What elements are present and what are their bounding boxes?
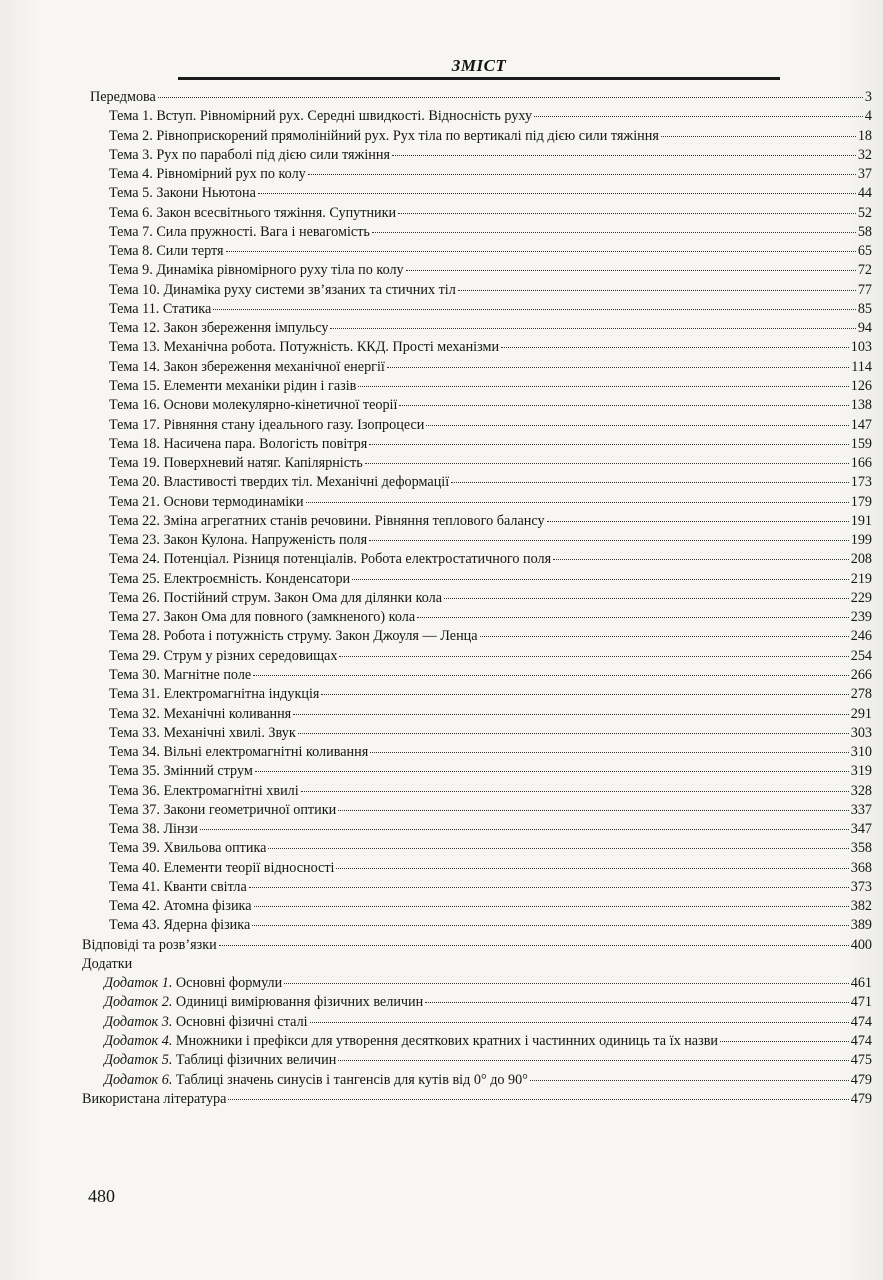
toc-entry-number: Тема 36.	[109, 782, 160, 799]
toc-entry-page: 44	[857, 185, 872, 202]
toc-entry	[82, 512, 872, 531]
toc-dot-leader	[358, 386, 848, 387]
toc-entry-page: 246	[850, 628, 872, 645]
toc-entry-title: Поверхневий натяг. Капілярність	[163, 455, 363, 472]
toc-entry-title: Використана література	[82, 1090, 227, 1107]
toc-entry	[82, 570, 872, 589]
page-title: ЗМІСТ	[451, 56, 507, 75]
toc-entry-page: 368	[850, 859, 872, 876]
toc-entry-number: Тема 43.	[109, 917, 160, 934]
toc-entry-title: Відповіді та розв’язки	[82, 936, 217, 953]
toc-entry	[82, 647, 872, 666]
toc-entry-title: Закон збереження імпульсу	[163, 320, 329, 337]
toc-entry-number: Тема 5.	[109, 185, 153, 202]
toc-entry-number: Тема 16.	[109, 397, 160, 414]
toc-entry-number: Тема 31.	[109, 686, 160, 703]
toc-entry	[82, 1071, 872, 1090]
toc-entry	[82, 955, 872, 974]
toc-entry-number: Тема 21.	[109, 493, 160, 510]
toc-entry-number: Тема 30.	[109, 666, 160, 683]
toc-dot-leader	[310, 1022, 849, 1023]
toc-dot-leader	[534, 116, 863, 117]
toc-entry-page: 191	[850, 512, 872, 529]
toc-entry-title: Механічна робота. Потужність. ККД. Прості механізми	[163, 339, 500, 356]
toc-entry	[82, 820, 872, 839]
toc-entry-page: 479	[850, 1090, 872, 1107]
toc-entry-page: 4	[864, 108, 872, 125]
toc-entry	[82, 338, 872, 357]
toc-entry-page: 382	[850, 898, 872, 915]
toc-entry-title: Властивості твердих тіл. Механічні деформації	[163, 474, 450, 491]
toc-entry	[82, 705, 872, 724]
toc-dot-leader	[306, 502, 849, 503]
toc-entry-number: Тема 11.	[109, 300, 160, 317]
toc-entry-page: 461	[850, 975, 872, 992]
toc-entry-title: Динаміка руху системи зв’язаних та стичних тіл	[163, 281, 456, 298]
toc-entry	[82, 782, 872, 801]
toc-entry	[82, 550, 872, 569]
toc-entry-page: 65	[857, 243, 872, 260]
toc-entry	[82, 184, 872, 203]
toc-entry	[82, 493, 872, 512]
toc-entry-title: Рівномірний рух по колу	[156, 166, 306, 183]
toc-entry-page: 474	[850, 1033, 872, 1050]
toc-entry-title: Динаміка рівномірного руху тіла по колу	[156, 262, 404, 279]
toc-entry-title: Струм у різних середовищах	[163, 647, 338, 664]
toc-entry-number: Тема 1.	[109, 108, 153, 125]
toc-entry-page: 278	[850, 686, 872, 703]
toc-entry-number: Додаток 5.	[104, 1052, 173, 1069]
toc-entry-page: 229	[850, 589, 872, 606]
toc-entry-title: Механічні хвилі. Звук	[163, 724, 296, 741]
toc-entry-page: 310	[850, 744, 872, 761]
toc-entry	[82, 473, 872, 492]
toc-entry-number: Тема 42.	[109, 898, 160, 915]
toc-entry-title: Електромагнітні хвилі	[163, 782, 299, 799]
toc-entry-title: Магнітне поле	[163, 666, 252, 683]
toc-entry-page: 138	[850, 397, 872, 414]
toc-entry-title: Потенціал. Різниця потенціалів. Робота електростатичного поля	[163, 551, 552, 568]
toc-dot-leader	[213, 309, 856, 310]
toc-entry-number: Тема 18.	[109, 435, 160, 452]
toc-entry-number: Додаток 4.	[104, 1033, 173, 1050]
toc-entry-page: 347	[850, 821, 872, 838]
toc-entry-number: Тема 39.	[109, 840, 160, 857]
toc-entry-page: 337	[850, 801, 872, 818]
toc-dot-leader	[330, 328, 855, 329]
toc-dot-leader	[451, 482, 849, 483]
toc-dot-leader	[228, 1099, 848, 1100]
toc-entry	[82, 165, 872, 184]
toc-entry-title: Кванти світла	[163, 878, 247, 895]
toc-entry-page: 37	[857, 166, 872, 183]
toc-entry-page: 173	[850, 474, 872, 491]
toc-dot-leader	[301, 791, 849, 792]
toc-dot-leader	[338, 810, 849, 811]
toc-entry-title: Закон Кулона. Напруженість поля	[163, 532, 368, 549]
toc-entry	[82, 107, 872, 126]
toc-entry-page: 254	[850, 647, 872, 664]
toc-dot-leader	[406, 270, 856, 271]
toc-dot-leader	[255, 771, 849, 772]
toc-entry-page: 266	[850, 666, 872, 683]
toc-entry-number: Тема 12.	[109, 320, 160, 337]
toc-entry-page: 114	[851, 358, 872, 375]
toc-entry-title: Основні формули	[175, 975, 283, 992]
toc-entry-title: Вільні електромагнітні коливання	[163, 744, 369, 761]
toc-entry-number: Тема 6.	[109, 204, 153, 221]
toc-entry-number: Тема 7.	[109, 223, 153, 240]
toc-entry-page: 85	[857, 300, 872, 317]
toc-entry-title: Змінний струм	[163, 763, 253, 780]
toc-entry-title: Елементи теорії відносності	[163, 859, 335, 876]
toc-entry	[82, 416, 872, 435]
toc-entry-title: Рівняння стану ідеального газу. Ізопроцеси	[163, 416, 425, 433]
toc-dot-leader	[268, 848, 848, 849]
toc-entry-page: 239	[850, 609, 872, 626]
toc-entry-page: 77	[857, 281, 872, 298]
toc-entry-number: Тема 13.	[109, 339, 160, 356]
toc-dot-leader	[425, 1002, 848, 1003]
toc-dot-leader	[661, 136, 856, 137]
toc-dot-leader	[387, 367, 849, 368]
toc-entry	[82, 454, 872, 473]
toc-entry-page: 126	[850, 377, 872, 394]
toc-dot-leader	[458, 290, 856, 291]
toc-entry-number: Додаток 2.	[104, 994, 173, 1011]
toc-entry-number: Тема 9.	[109, 262, 153, 279]
toc-entry-title: Елементи механіки рідин і газів	[163, 377, 357, 394]
toc-entry	[82, 627, 872, 646]
toc-dot-leader	[338, 1060, 848, 1061]
toc-entry	[82, 993, 872, 1012]
toc-entry-number: Тема 8.	[109, 243, 153, 260]
toc-dot-leader	[352, 579, 849, 580]
toc-dot-leader	[553, 559, 849, 560]
toc-entry	[82, 916, 872, 935]
toc-entry-title: Основи молекулярно-кінетичної теорії	[163, 397, 398, 414]
toc-dot-leader	[253, 675, 849, 676]
toc-dot-leader	[530, 1080, 849, 1081]
toc-dot-leader	[480, 636, 849, 637]
toc-entry-number: Тема 34.	[109, 744, 160, 761]
toc-entry-page: 373	[850, 878, 872, 895]
toc-entry	[82, 666, 872, 685]
toc-entry-number: Тема 23.	[109, 532, 160, 549]
toc-entry	[82, 358, 872, 377]
toc-entry	[82, 319, 872, 338]
toc-entry-number: Тема 28.	[109, 628, 160, 645]
toc-entry-number: Тема 40.	[109, 859, 160, 876]
toc-entry-number: Тема 3.	[109, 146, 153, 163]
toc-entry-number: Тема 27.	[109, 609, 160, 626]
toc-entry	[82, 396, 872, 415]
toc-entry-title: Сили тертя	[156, 243, 224, 260]
toc-entry-number: Тема 33.	[109, 724, 160, 741]
toc-entry-title: Основи термодинаміки	[163, 493, 304, 510]
toc-entry	[82, 1051, 872, 1070]
toc-entry-title: Рух по параболі під дією сили тяжіння	[156, 146, 390, 163]
toc-entry-title: Рівноприскорений прямолінійний рух. Рух тіла по вертикалі під дією сили тяжіння	[156, 127, 659, 144]
toc-entry-page: 147	[850, 416, 872, 433]
toc-entry-title: Таблиці фізичних величин	[175, 1052, 337, 1069]
toc-dot-leader	[547, 521, 849, 522]
toc-entry	[82, 204, 872, 223]
toc-entry-number: Тема 2.	[109, 127, 153, 144]
toc-entry-page: 471	[850, 994, 872, 1011]
toc-entry-title: Закон всесвітнього тяжіння. Супутники	[156, 204, 397, 221]
toc-entry-title: Закони геометричної оптики	[163, 801, 337, 818]
toc-entry-number: Тема 15.	[109, 377, 160, 394]
toc-dot-leader	[720, 1041, 849, 1042]
toc-entry-page: 400	[850, 936, 872, 953]
toc-entry-number: Тема 29.	[109, 647, 160, 664]
toc-dot-leader	[399, 405, 848, 406]
toc-dot-leader	[336, 868, 848, 869]
toc-entry-title: Одиниці вимірювання фізичних величин	[175, 994, 424, 1011]
toc-entry	[82, 839, 872, 858]
toc-dot-leader	[369, 540, 849, 541]
toc-entry-number: Тема 17.	[109, 416, 160, 433]
toc-entry-title: Множники і префікси для утворення десяткових кратних і частинних одиниць та їх назви	[175, 1033, 718, 1050]
toc-dot-leader	[392, 155, 856, 156]
toc-dot-leader	[426, 425, 848, 426]
toc-dot-leader	[249, 887, 849, 888]
toc-entry-number: Тема 32.	[109, 705, 160, 722]
toc-entry-page: 32	[857, 146, 872, 163]
toc-dot-leader	[417, 617, 849, 618]
title-underline	[178, 77, 780, 80]
toc-entry-number: Тема 41.	[109, 878, 160, 895]
toc-entry-page: 199	[850, 532, 872, 549]
toc-dot-leader	[501, 347, 849, 348]
toc-entry	[82, 127, 872, 146]
toc-entry	[82, 859, 872, 878]
toc-entry	[82, 897, 872, 916]
toc-entry-title: Лінзи	[163, 821, 198, 838]
table-of-contents	[82, 88, 872, 1109]
toc-entry	[82, 223, 872, 242]
toc-dot-leader	[372, 232, 856, 233]
toc-entry-title: Механічні коливання	[163, 705, 292, 722]
toc-entry	[82, 1032, 872, 1051]
toc-entry-title: Закон збереження механічної енергії	[163, 358, 385, 375]
toc-dot-leader	[293, 714, 849, 715]
toc-dot-leader	[254, 906, 849, 907]
toc-entry-title: Таблиці значень синусів і тангенсів для кутів від 0° до 90°	[175, 1071, 528, 1088]
toc-dot-leader	[321, 694, 848, 695]
toc-entry-title: Статика	[162, 300, 212, 317]
toc-entry-number: Додаток 6.	[104, 1071, 173, 1088]
toc-entry-page: 328	[850, 782, 872, 799]
toc-entry-number: Додаток 3.	[104, 1013, 173, 1030]
toc-entry-title: Сила пружності. Вага і невагомість	[156, 223, 370, 240]
toc-entry-number: Тема 10.	[109, 281, 160, 298]
toc-entry-page: 358	[850, 840, 872, 857]
toc-entry-page: 159	[850, 435, 872, 452]
toc-entry-page: 72	[857, 262, 872, 279]
toc-entry-title: Закон Ома для повного (замкненого) кола	[163, 609, 416, 626]
toc-dot-leader	[252, 925, 848, 926]
toc-entry-page: 3	[864, 89, 872, 105]
toc-entry	[82, 281, 872, 300]
toc-entry-title: Зміна агрегатних станів речовини. Рівняння теплового балансу	[163, 512, 545, 529]
toc-entry-title: Передмова	[90, 89, 156, 105]
toc-entry-page: 389	[850, 917, 872, 934]
toc-entry	[82, 377, 872, 396]
toc-entry	[82, 762, 872, 781]
toc-entry-title: Основні фізичні сталі	[175, 1013, 308, 1030]
toc-entry	[82, 589, 872, 608]
toc-entry	[82, 608, 872, 627]
toc-entry-number: Тема 22.	[109, 512, 160, 529]
toc-entry	[82, 685, 872, 704]
toc-entry-page: 179	[850, 493, 872, 510]
page-number: 480	[88, 1186, 115, 1206]
toc-dot-leader	[258, 193, 856, 194]
toc-entry-page: 103	[850, 339, 872, 356]
toc-entry-number: Тема 14.	[109, 358, 160, 375]
toc-entry-title: Постійний струм. Закон Ома для ділянки кола	[163, 589, 443, 606]
toc-entry-number: Тема 38.	[109, 821, 160, 838]
toc-entry-title: Ядерна фізика	[163, 917, 251, 934]
toc-entry-title: Робота і потужність струму. Закон Джоуля — Ленца	[163, 628, 478, 645]
toc-dot-leader	[308, 174, 856, 175]
toc-entry-title: Вступ. Рівномірний рух. Середні швидкості. Відносність руху	[156, 108, 533, 125]
toc-entry-number: Тема 20.	[109, 474, 160, 491]
toc-entry-page: 219	[850, 570, 872, 587]
toc-entry-page: 58	[857, 223, 872, 240]
toc-dot-leader	[158, 97, 863, 98]
toc-entry	[82, 88, 872, 107]
toc-entry-page: 291	[850, 705, 872, 722]
toc-dot-leader	[370, 752, 848, 753]
toc-entry-page: 18	[857, 127, 872, 144]
toc-entry	[82, 1013, 872, 1032]
toc-entry	[82, 531, 872, 550]
toc-entry-title: Атомна фізика	[163, 898, 252, 915]
toc-entry-number: Тема 19.	[109, 455, 160, 472]
toc-entry-page: 475	[850, 1052, 872, 1069]
toc-entry	[82, 146, 872, 165]
toc-entry-page: 94	[857, 320, 872, 337]
toc-entry	[82, 878, 872, 897]
toc-entry	[82, 261, 872, 280]
toc-entry	[82, 801, 872, 820]
toc-entry	[82, 743, 872, 762]
toc-dot-leader	[339, 656, 848, 657]
toc-entry-page: 474	[850, 1013, 872, 1030]
toc-entry-number: Тема 35.	[109, 763, 160, 780]
toc-entry-number: Тема 25.	[109, 570, 160, 587]
toc-dot-leader	[200, 829, 849, 830]
toc-dot-leader	[369, 444, 848, 445]
toc-entry	[82, 724, 872, 743]
toc-dot-leader	[398, 213, 856, 214]
toc-entry	[82, 936, 872, 955]
toc-entry-page: 303	[850, 724, 872, 741]
toc-entry-title: Закони Ньютона	[156, 185, 256, 202]
toc-dot-leader	[298, 733, 849, 734]
toc-entry	[82, 435, 872, 454]
toc-entry	[82, 300, 872, 319]
toc-entry	[82, 242, 872, 261]
toc-entry-page: 208	[850, 551, 872, 568]
toc-dot-leader	[444, 598, 849, 599]
toc-entry-page: 479	[850, 1071, 872, 1088]
toc-dot-leader	[365, 463, 849, 464]
toc-entry	[82, 1090, 872, 1109]
toc-entry-title: Електромагнітна індукція	[163, 686, 320, 703]
toc-entry-title: Додатки	[82, 955, 133, 972]
toc-entry-number: Тема 24.	[109, 551, 160, 568]
toc-entry-title: Насичена пара. Вологість повітря	[163, 435, 368, 452]
toc-entry-number: Тема 26.	[109, 589, 160, 606]
toc-entry-title: Електроємність. Конденсатори	[163, 570, 351, 587]
toc-dot-leader	[226, 251, 856, 252]
toc-entry	[82, 974, 872, 993]
toc-dot-leader	[219, 945, 849, 946]
toc-entry-title: Хвильова оптика	[163, 840, 267, 857]
toc-dot-leader	[284, 983, 849, 984]
toc-entry-number: Тема 37.	[109, 801, 160, 818]
toc-entry-number: Додаток 1.	[104, 975, 173, 992]
toc-entry-page: 166	[850, 455, 872, 472]
toc-entry-page: 319	[850, 763, 872, 780]
toc-entry-number: Тема 4.	[109, 166, 153, 183]
toc-entry-page: 52	[857, 204, 872, 221]
